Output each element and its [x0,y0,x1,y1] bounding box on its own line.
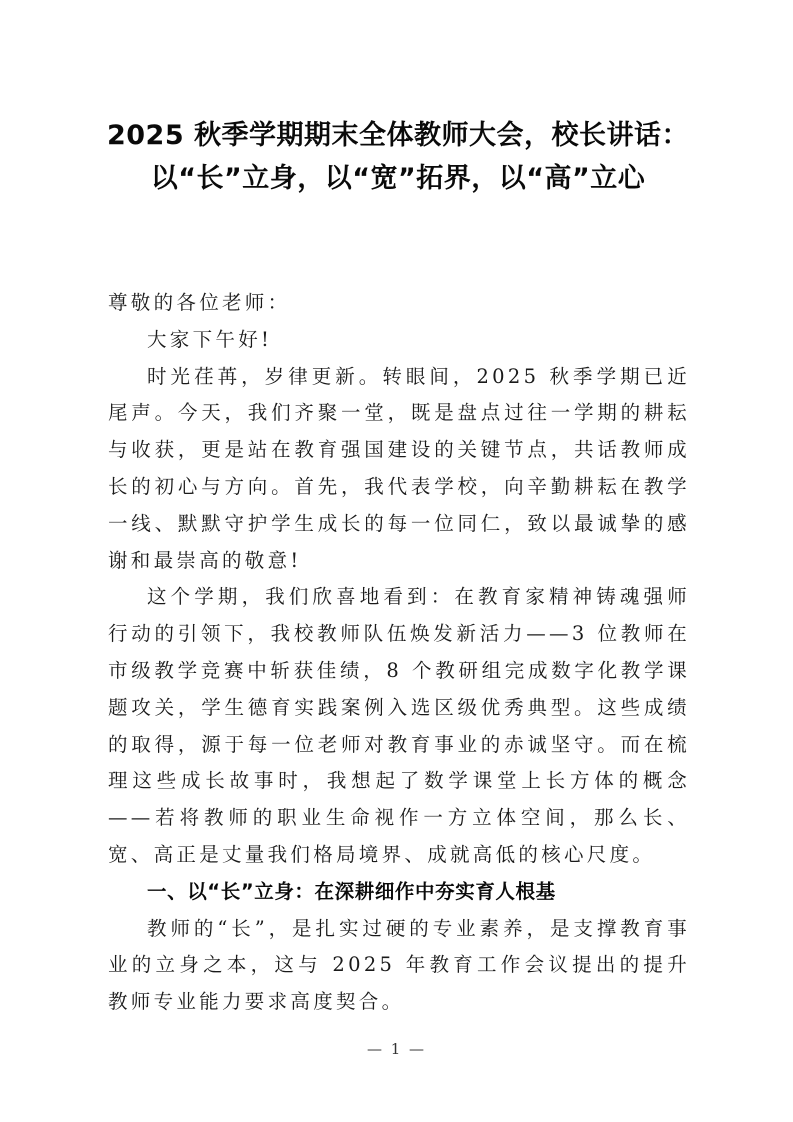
greeting: 大家下午好! [147,327,273,351]
section-heading: 一、以“长”立身：在深耕细作中夯实育人根基 [147,879,556,903]
paragraph: 时光荏苒，岁律更新。转眼间，2025 秋季学期已近尾声。今天，我们齐聚一堂，既是盘点过往一学期的耕耘与收获，更是站在教育强国建设的关键节点，共话教师成长的初心与方向。首先，我代表学校，向辛勤耕耘在教学一线、默默守护学生成长的每一位同仁，致以最诚挚的感谢和最崇高的敬意! [108,364,690,572]
paragraph: 这个学期，我们欣喜地看到：在教育家精神铸魂强师行动的引领下，我校教师队伍焕发新活力——3 位教师在市级教学竞赛中斩获佳绩，8 个教研组完成数字化教学课题攻关，学生德育实践案例入选区级优秀典型。这些成绩的取得，源于每一位老师对教育事业的赤诚坚守。而在梳理这些成长故事时，我想起了数学课堂上长方体的概念——若将教师的职业生命视作一方立体空间，那么长、宽、高正是丈量我们格局境界、成就高低的核心尺度。 [108,585,690,866]
salutation: 尊敬的各位老师： [108,291,291,314]
paragraph: 教师的“长”，是扎实过硬的专业素养，是支撑教育事业的立身之本，这与 2025 年教育工作会议提出的提升教师专业能力要求高度契合。 [108,916,690,1014]
document-title: 2025 秋季学期期末全体教师大会，校长讲话：以“长”立身，以“宽”拓界，以“高”立心 [106,120,690,194]
document-body [108,285,690,1021]
page-number: — 1 — [366,1040,427,1058]
